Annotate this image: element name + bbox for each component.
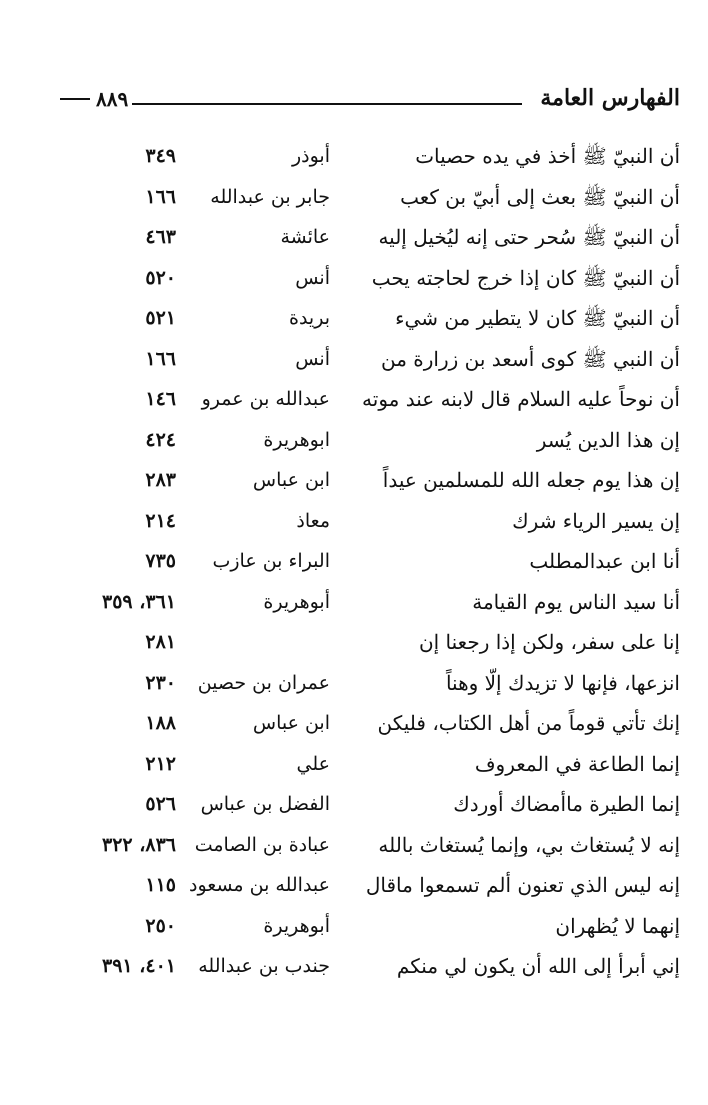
- index-row: [0, 703, 708, 744]
- index-row: [0, 136, 708, 177]
- page-references: ٣٦١، ٣٥٩: [102, 590, 176, 613]
- hadith-text: أن النبيّ ﷺ أخذ في يده حصيات: [415, 144, 680, 168]
- page-references: ٣٤٩: [145, 145, 176, 167]
- hadith-text: أن النبي ﷺ كوى أسعد بن زرارة من: [380, 346, 680, 371]
- page-references: ١٤٦: [145, 388, 176, 410]
- page-references: ٤٠١، ٣٩١: [102, 955, 176, 977]
- hadith-text: أن النبيّ ﷺ سُحر حتى إنه ليُخيل إليه: [378, 225, 680, 249]
- index-row: [0, 501, 708, 542]
- hadith-text: أن النبيّ ﷺ كان إذا خرج لحاجته يحب: [371, 265, 680, 290]
- page-number: ٨٨٩: [96, 87, 129, 111]
- hadith-text: انزعها، فإنها لا تزيدك إلّا وهناً: [445, 670, 680, 695]
- narrator-name: عبدالله بن مسعود: [189, 874, 330, 896]
- page-references: ٥٢١: [145, 307, 176, 329]
- page-references: ٢١٤: [145, 509, 176, 532]
- narrator-name: ابن عباس: [252, 712, 330, 734]
- hadith-text: أن النبيّ ﷺ كان لا يتطير من شيء: [395, 306, 680, 330]
- page-references: ٧٣٥: [145, 550, 176, 572]
- page-references: ٤٢٤: [145, 428, 176, 451]
- hadith-text: أنا سيد الناس يوم القيامة: [472, 589, 680, 614]
- narrator-name: أنس: [295, 347, 330, 370]
- page-references: ١٨٨: [145, 712, 176, 734]
- narrator-name: عمران بن حصين: [197, 671, 330, 694]
- index-row: [0, 946, 708, 987]
- page-number-block: [60, 86, 128, 112]
- index-row: [0, 379, 708, 420]
- hadith-text: إنهما لا يُظهران: [555, 913, 680, 938]
- index-row: [0, 582, 708, 623]
- narrator-name: عائشة: [280, 226, 330, 248]
- index-row: [0, 460, 708, 501]
- hadith-index-list: [0, 136, 708, 987]
- narrator-name: أبوذر: [291, 145, 330, 167]
- hadith-text: أن نوحاً عليه السلام قال لابنه عند موته: [362, 387, 680, 411]
- index-row: [0, 339, 708, 380]
- hadith-text: إني أبرأ إلى الله أن يكون لي منكم: [396, 954, 680, 978]
- index-row: [0, 663, 708, 704]
- narrator-name: أبوهريرة: [263, 914, 330, 937]
- index-row: [0, 258, 708, 299]
- index-row: [0, 906, 708, 947]
- narrator-name: عبادة بن الصامت: [194, 833, 330, 856]
- page-references: ١١٥: [145, 874, 176, 896]
- page-references: ٤٦٣: [145, 226, 176, 248]
- page-references: ٢٨٣: [145, 469, 176, 491]
- index-row: [0, 825, 708, 866]
- hadith-text: إنما الطيرة ماأمضاك أوردك: [453, 792, 680, 816]
- page-references: ٨٣٦، ٣٢٢: [102, 833, 176, 856]
- index-row: [0, 622, 708, 663]
- narrator-name: بريدة: [289, 307, 330, 329]
- hadith-text: إن هذا الدين يُسر: [536, 427, 680, 452]
- narrator-name: عبدالله بن عمرو: [201, 388, 330, 410]
- narrator-name: جندب بن عبدالله: [198, 955, 330, 977]
- index-row: [0, 784, 708, 825]
- page-references: ٥٢٦: [145, 793, 176, 815]
- index-row: [0, 217, 708, 258]
- narrator-name: علي: [296, 752, 330, 775]
- hadith-text: إن هذا يوم جعله الله للمسلمين عيداً: [382, 468, 680, 492]
- hadith-text: إن يسير الرياء شرك: [512, 508, 680, 533]
- page-references: ٢١٢: [145, 752, 176, 775]
- hadith-text: إنك تأتي قوماً من أهل الكتاب، فليكن: [377, 711, 680, 735]
- index-row: [0, 177, 708, 218]
- page-title: الفهارس العامة: [540, 85, 680, 111]
- hadith-text: أن النبيّ ﷺ بعث إلى أبيّ بن كعب: [400, 184, 680, 209]
- narrator-name: الفضل بن عباس: [200, 793, 330, 815]
- hadith-text: إنما الطاعة في المعروف: [474, 751, 680, 776]
- index-row: [0, 865, 708, 906]
- header-rule: [132, 103, 522, 105]
- page-references: ٢٨١: [145, 631, 176, 653]
- page-references: ٥٢٠: [145, 266, 176, 289]
- narrator-name: ابن عباس: [252, 469, 330, 491]
- narrator-name: ابوهريرة: [263, 428, 330, 451]
- hadith-text: إنا على سفر، ولكن إذا رجعنا إن: [418, 630, 680, 654]
- narrator-name: البراء بن عازب: [212, 550, 330, 572]
- index-row: [0, 541, 708, 582]
- index-row: [0, 298, 708, 339]
- page-references: ١٦٦: [145, 185, 176, 208]
- page-references: ٢٣٠: [145, 671, 176, 694]
- narrator-name: معاذ: [296, 509, 330, 532]
- index-row: [0, 420, 708, 461]
- hadith-text: أنا ابن عبدالمطلب: [529, 549, 680, 573]
- page-number-dash: [60, 98, 90, 100]
- page-header: [60, 84, 680, 114]
- index-row: [0, 744, 708, 785]
- hadith-text: إنه لا يُستغاث بي، وإنما يُستغاث بالله: [378, 832, 680, 857]
- page-references: ٢٥٠: [145, 914, 176, 937]
- hadith-text: إنه ليس الذي تعنون ألم تسمعوا ماقال: [365, 873, 680, 897]
- narrator-name: جابر بن عبدالله: [210, 185, 330, 208]
- narrator-name: أبوهريرة: [263, 590, 330, 613]
- narrator-name: أنس: [295, 266, 330, 289]
- page-references: ١٦٦: [145, 347, 176, 370]
